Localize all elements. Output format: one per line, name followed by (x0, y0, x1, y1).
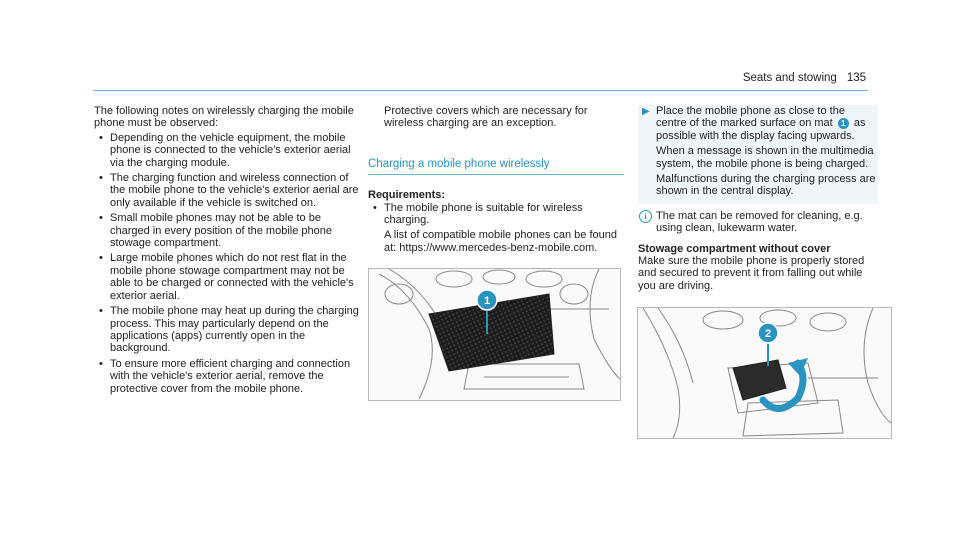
list-item: • The mobile phone may heat up during the charging process. This may particularly depend on the applications (apps) currently open in the background. (94, 305, 362, 355)
page-number: 135 (846, 72, 866, 84)
figure-charging-mat (368, 268, 621, 401)
instruction-step (638, 105, 878, 204)
column-middle (368, 105, 624, 254)
stowage-heading: Stowage compartment without cover (638, 242, 831, 255)
list-item: • The charging function and wireless connection of the mobile phone to the vehicle's exterior aerial are only available if the vehicle is switched on. (94, 172, 362, 209)
step-text: Place the mobile phone as close to the centre of the marked surface on mat 1 as possible with the display facing upwards. (656, 105, 866, 142)
stowage-illustration (638, 308, 891, 438)
column-left (94, 105, 362, 398)
column-right (638, 105, 878, 292)
step-malfunction: Malfunctions during the charging process are shown in the central display. (656, 173, 876, 198)
notes-list (94, 132, 362, 395)
compatible-phones-text: A list of compatible mobile phones can be found at: https://www.mercedes-benz-mobile.com. (384, 229, 617, 254)
stowage-text: Make sure the mobile phone is properly stored and secured to prevent it from falling out while you are driving. (638, 255, 865, 292)
list-item: • Small mobile phones may not be able to be charged in every position of the mobile phone stowage compartment. (94, 212, 362, 249)
list-item: • Large mobile phones which do not rest flat in the mobile phone stowage compartment may not be able to be charged or connected with the vehicle's exterior aerial. (94, 252, 362, 302)
callout-badge: 1 (838, 118, 849, 129)
intro-text: The following notes on wirelessly charging the mobile phone must be observed: (94, 105, 354, 130)
figure-stowage-compartment (637, 307, 892, 439)
play-arrow-icon: ▶ (642, 106, 650, 117)
figure-callout-2: 2 (764, 328, 772, 340)
info-icon: i (639, 210, 652, 223)
header-rule (93, 90, 868, 91)
requirements-label: Requirements: (368, 189, 446, 202)
page-header (743, 72, 866, 84)
list-item: • To ensure more efficient charging and connection with the vehicle's exterior aerial, remove the protective cover from the mobile phone. (94, 358, 362, 395)
section-title: Seats and stowing (742, 72, 837, 84)
protective-cover-note: Protective covers which are necessary for wireless charging are an exception. (384, 105, 588, 130)
list-item: • Depending on the vehicle equipment, the mobile phone is connected to the vehicle's exterior aerial via the charging module. (94, 132, 362, 169)
figure-callout-1: 1 (483, 295, 491, 307)
requirements-list (368, 202, 624, 227)
list-item: • The mobile phone is suitable for wireless charging. (368, 202, 624, 227)
section-heading: Charging a mobile phone wirelessly (368, 158, 624, 175)
cleaning-note: i The mat can be removed for cleaning, e.g. using clean, lukewarm water. (638, 210, 878, 235)
step-message: When a message is shown in the multimedia system, the mobile phone is being charged. (656, 145, 874, 170)
charging-mat-illustration (369, 269, 620, 400)
